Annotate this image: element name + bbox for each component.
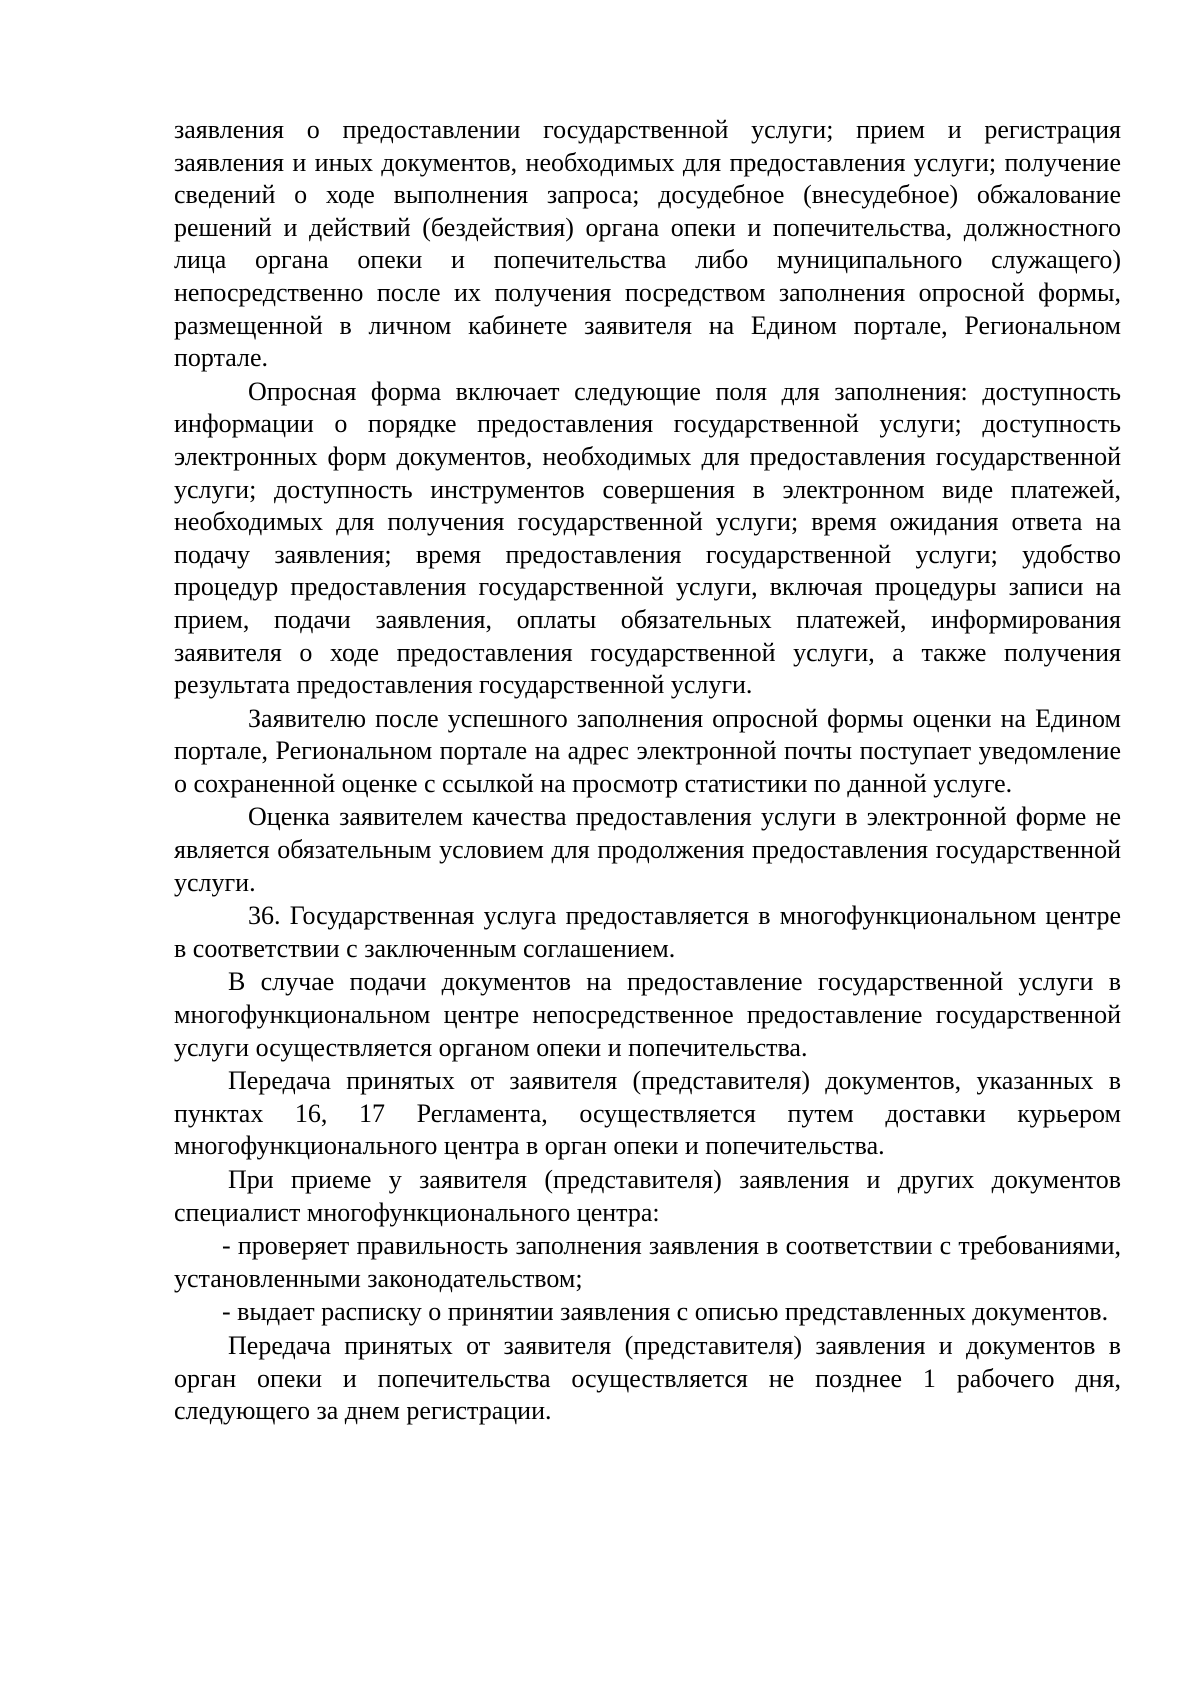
paragraph-survey-form: Опросная форма включает следующие поля для заполнения: доступность информации о порядке предоставления государственной услуги; доступность электронных форм документов, необходимых для предоставления государственной услуги; доступность инструментов совершения в электронном виде платежей, необходимых для получения государственной услуги; время ожидания ответа на подачу заявления; время предоставления государственной услуги; удобство процедур предоставления государственной услуги, включая процедуры записи на прием, подачи заявления, оплаты обязательных платежей, информирования заявителя о ходе предоставления государственной услуги, а также получения результата предоставления государственной услуги. [174,376,1121,700]
list-item-receipt: - выдает расписку о принятии заявления с описью представленных документов. [222,1297,1109,1327]
paragraph-transfer-courier: Передача принятых от заявителя (представителя) документов, указанных в пунктах 16, 17 Регламента, осуществляется путем доставки курьером многофункционального центра в орган опеки и попечительства. [174,1066,1121,1161]
paragraph-notification: Заявителю после успешного заполнения опросной формы оценки на Едином портале, Региональном портале на адрес электронной почты поступает уведомление о сохраненной оценке с ссылкой на просмотр статистики по данной услуге. [174,703,1121,798]
document-page [174,114,1121,1428]
paragraph-evaluation: Оценка заявителем качества предоставления услуги в электронной форме не является обязательным условием для продолжения предоставления государственной услуги. [174,802,1121,897]
list-item-checks: - проверяет правильность заполнения заявления в соответствии с требованиями, установленными законодательством; [174,1231,1121,1293]
paragraph-continuation: заявления о предоставлении государственной услуги; прием и регистрация заявления и иных документов, необходимых для предоставления услуги; получение сведений о ходе выполнения запроса; досудебное (внесудебное) обжалование решений и действий (бездействия) органа опеки и попечительства, должностного лица органа опеки и попечительства либо муниципального служащего) непосредственно после их получения посредством заполнения опросной формы, размещенной в личном кабинете заявителя на Едином портале, Региональном портале. [174,115,1121,373]
paragraph-mfc-submission: В случае подачи документов на предоставление государственной услуги в многофункциональном центре непосредственное предоставление государственной услуги осуществляется органом опеки и попечительства. [174,967,1121,1062]
paragraph-specialist: При приеме у заявителя (представителя) заявления и других документов специалист многофункционального центра: [174,1165,1121,1227]
paragraph-transfer-deadline: Передача принятых от заявителя (представителя) заявления и документов в орган опеки и попечительства осуществляется не позднее 1 рабочего дня, следующего за днем регистрации. [174,1330,1121,1426]
paragraph-item-36: 36. Государственная услуга предоставляется в многофункциональном центре в соответствии с заключенным соглашением. [174,901,1121,963]
